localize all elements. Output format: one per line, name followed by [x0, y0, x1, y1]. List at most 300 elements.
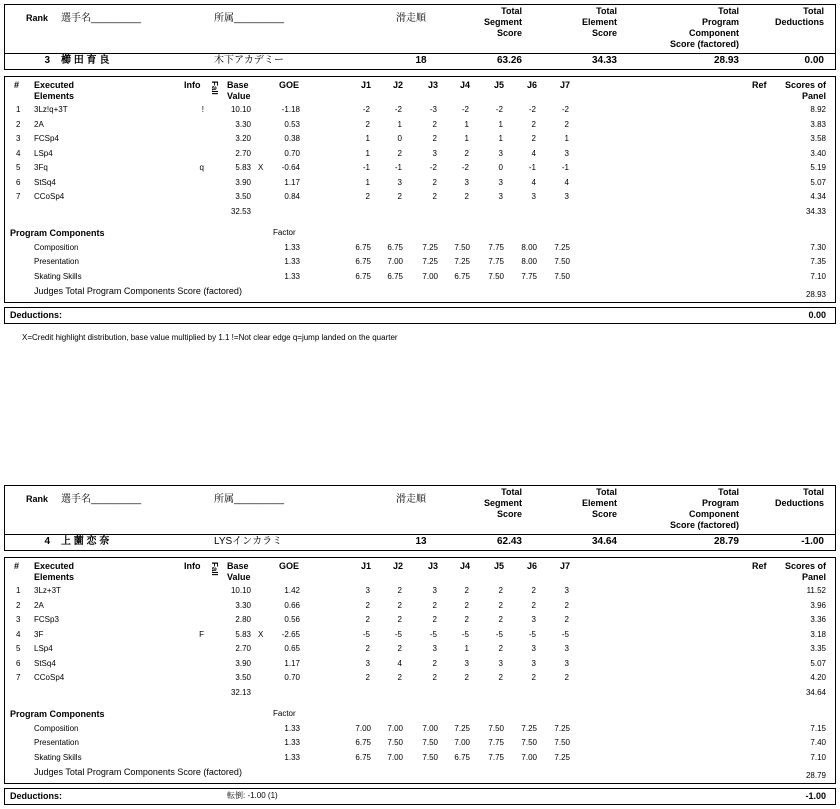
element-judge-score: 1 [365, 178, 370, 187]
element-panel-score: 4.20 [810, 673, 826, 682]
skater-order: 18 [415, 55, 427, 66]
col-info-header: Info [184, 80, 201, 90]
col-exec-header: Elements [34, 572, 75, 582]
element-judge-score: 2 [531, 120, 536, 129]
element-judge-score: 2 [365, 601, 370, 610]
col-base-header: Value [227, 572, 251, 582]
component-judge-score: 6.75 [355, 272, 371, 281]
factor-header: Factor [273, 709, 296, 718]
element-judge-score: 3 [432, 149, 437, 158]
element-base-value: 2.70 [235, 644, 251, 653]
element-goe: 0.56 [284, 615, 300, 624]
element-goe: 0.53 [284, 120, 300, 129]
component-judge-score: 7.00 [387, 753, 403, 762]
element-judge-score: 4 [564, 178, 569, 187]
element-info: ! [201, 105, 204, 114]
element-num: 1 [16, 105, 21, 114]
element-num: 7 [16, 192, 21, 201]
element-judge-score: 2 [464, 601, 469, 610]
col-judge-header: J1 [360, 561, 371, 571]
element-judge-score: 2 [432, 192, 437, 201]
program-components-title: Program Components [10, 228, 105, 238]
element-name: 3F [34, 630, 44, 639]
element-judge-score: 2 [432, 615, 437, 624]
element-name: 3Fq [34, 163, 48, 172]
element-judge-score: 1 [498, 120, 503, 129]
element-judge-score: 1 [365, 134, 370, 143]
element-judge-score: 1 [397, 120, 402, 129]
element-judge-score: 3 [498, 192, 503, 201]
col-ref-header: Ref [752, 80, 767, 90]
header-pcs-label: Total [718, 6, 739, 16]
skater-name: 櫛 田 育 良 [61, 55, 110, 66]
col-judge-header: J5 [493, 80, 504, 90]
col-judge-header: J7 [559, 561, 570, 571]
legend-note: X=Credit highlight distribution, base value multiplied by 1.1 !=Not clear edge q=jump landed on the quarter [22, 333, 398, 342]
col-goe-header: GOE [278, 561, 299, 571]
component-judge-score: 7.50 [488, 272, 504, 281]
col-base-header: Value [227, 91, 251, 101]
element-base-value: 3.50 [235, 673, 251, 682]
base-value-total: 32.13 [230, 688, 251, 697]
col-fall-header: Fall [210, 81, 219, 95]
element-base-value: 5.83 [235, 630, 251, 639]
element-name: CCoSp4 [34, 192, 65, 201]
element-goe: 1.17 [284, 178, 300, 187]
component-judge-score: 7.50 [554, 272, 570, 281]
base-value-total: 32.53 [230, 207, 251, 216]
component-judge-score: 6.75 [454, 272, 470, 281]
judges-total-score: 28.93 [805, 290, 826, 299]
component-factor: 1.33 [284, 243, 300, 252]
total-element-score: 34.64 [591, 536, 617, 547]
element-judge-score: -2 [394, 105, 402, 114]
element-judge-score: 3 [464, 659, 469, 668]
element-goe: -1.18 [281, 105, 300, 114]
component-judge-score: 6.75 [454, 753, 470, 762]
element-judge-score: 1 [464, 134, 469, 143]
component-name: Skating Skills [34, 753, 82, 762]
element-judge-score: 2 [464, 149, 469, 158]
element-panel-score: 5.07 [810, 659, 826, 668]
total-segment-score: 62.43 [496, 536, 522, 547]
col-judge-header: J7 [559, 80, 570, 90]
element-judge-score: -2 [362, 105, 370, 114]
skater-club: LYSインカラミ [214, 536, 283, 547]
component-judge-score: 6.75 [355, 738, 371, 747]
element-num: 1 [16, 586, 21, 595]
component-judge-score: 7.25 [554, 724, 570, 733]
element-panel-score: 5.07 [810, 178, 826, 187]
judges-total-score: 28.79 [805, 771, 826, 780]
skater-name: 上 薗 恋 奈 [61, 536, 110, 547]
element-judge-score: -5 [495, 630, 503, 639]
element-judge-score: 2 [432, 659, 437, 668]
header-pcs-label: Program [701, 17, 739, 27]
header-tss-label: Total [501, 6, 522, 16]
element-judge-score: 2 [397, 644, 402, 653]
component-judge-score: 7.50 [454, 243, 470, 252]
component-judge-score: 7.50 [554, 738, 570, 747]
component-name: Presentation [34, 738, 79, 747]
header-tes-label: Total [596, 487, 617, 497]
component-panel-score: 7.40 [810, 738, 826, 747]
element-judge-score: 2 [432, 673, 437, 682]
name-label: 選手名_________ [61, 494, 142, 505]
element-judge-score: 2 [365, 644, 370, 653]
element-judge-score: 2 [397, 149, 402, 158]
deductions-detail: 転倒: -1.00 (1) [227, 791, 278, 800]
component-judge-score: 8.00 [521, 257, 537, 266]
element-base-value: 2.70 [235, 149, 251, 158]
element-judge-score: 2 [498, 644, 503, 653]
deductions-total: 0.00 [808, 310, 826, 320]
component-judge-score: 7.50 [521, 738, 537, 747]
element-goe: 0.84 [284, 192, 300, 201]
header-pcs-label: Score (factored) [669, 39, 739, 49]
component-judge-score: 7.75 [488, 257, 504, 266]
element-goe: -2.65 [281, 630, 300, 639]
component-judge-score: 7.50 [554, 257, 570, 266]
component-judge-score: 6.75 [355, 243, 371, 252]
deductions-label: Deductions: [10, 791, 63, 801]
header-pcs-label: Total [718, 487, 739, 497]
element-judge-score: 2 [531, 586, 536, 595]
elements-score-total: 34.64 [805, 688, 826, 697]
component-judge-score: 7.25 [422, 243, 438, 252]
element-name: FCSp3 [34, 615, 59, 624]
component-panel-score: 7.10 [810, 272, 826, 281]
component-judge-score: 7.50 [387, 738, 403, 747]
element-judge-score: -2 [528, 105, 536, 114]
element-panel-score: 8.92 [810, 105, 826, 114]
component-name: Composition [34, 243, 79, 252]
element-judge-score: 2 [397, 586, 402, 595]
col-info-header: Info [184, 561, 201, 571]
element-num: 3 [16, 134, 21, 143]
component-factor: 1.33 [284, 738, 300, 747]
element-base-value: 10.10 [230, 105, 251, 114]
rank-label: Rank [26, 494, 49, 504]
factor-header: Factor [273, 228, 296, 237]
col-judge-header: J2 [392, 80, 403, 90]
component-judge-score: 7.00 [355, 724, 371, 733]
component-judge-score: 6.75 [355, 753, 371, 762]
element-num: 4 [16, 630, 21, 639]
element-name: LSp4 [34, 644, 53, 653]
program-components-title: Program Components [10, 709, 105, 719]
element-judge-score: 3 [564, 644, 569, 653]
header-pcs-label: Score (factored) [669, 520, 739, 530]
element-num: 6 [16, 178, 21, 187]
component-factor: 1.33 [284, 753, 300, 762]
element-judge-score: 1 [464, 644, 469, 653]
col-num-header: # [14, 80, 20, 90]
element-judge-score: 2 [365, 615, 370, 624]
col-base-header: Base [227, 80, 249, 90]
component-judge-score: 8.00 [521, 243, 537, 252]
element-judge-score: 3 [564, 586, 569, 595]
element-judge-score: -1 [528, 163, 536, 172]
col-judge-header: J3 [427, 561, 438, 571]
element-judge-score: 3 [531, 644, 536, 653]
header-tss-label: Segment [483, 498, 522, 508]
element-judge-score: 2 [365, 673, 370, 682]
total-element-score: 34.33 [591, 55, 617, 66]
component-judge-score: 7.00 [422, 272, 438, 281]
element-judge-score: 2 [464, 586, 469, 595]
element-base-value: 3.30 [235, 601, 251, 610]
col-exec-header: Executed [34, 561, 75, 571]
element-judge-score: 2 [564, 615, 569, 624]
element-judge-score: 2 [365, 120, 370, 129]
element-num: 6 [16, 659, 21, 668]
element-num: 5 [16, 644, 21, 653]
element-name: CCoSp4 [34, 673, 65, 682]
component-name: Presentation [34, 257, 79, 266]
header-ded-label: Deductions [774, 17, 824, 27]
element-judge-score: 2 [397, 601, 402, 610]
element-judge-score: 2 [464, 192, 469, 201]
element-base-value: 3.20 [235, 134, 251, 143]
component-judge-score: 7.25 [554, 243, 570, 252]
component-judge-score: 7.00 [422, 724, 438, 733]
element-judge-score: -1 [394, 163, 402, 172]
element-goe: 1.42 [284, 586, 300, 595]
total-component-score: 28.79 [713, 536, 739, 547]
component-judge-score: 7.25 [454, 257, 470, 266]
header-tes-label: Score [591, 28, 617, 38]
component-judge-score: 6.75 [355, 257, 371, 266]
component-judge-score: 7.00 [454, 738, 470, 747]
element-name: 3Lz+3T [34, 586, 61, 595]
header-tss-label: Score [496, 509, 522, 519]
element-judge-score: 2 [432, 134, 437, 143]
element-name: 2A [34, 120, 44, 129]
element-judge-score: 2 [432, 120, 437, 129]
element-judge-score: 3 [498, 149, 503, 158]
component-factor: 1.33 [284, 257, 300, 266]
component-panel-score: 7.30 [810, 243, 826, 252]
header-tss-label: Score [496, 28, 522, 38]
skater-rank: 4 [44, 536, 50, 547]
element-judge-score: 2 [365, 192, 370, 201]
element-judge-score: -2 [561, 105, 569, 114]
element-judge-score: 3 [498, 178, 503, 187]
header-pcs-label: Component [689, 28, 739, 38]
total-deductions: -1.00 [801, 536, 824, 547]
element-judge-score: 2 [498, 673, 503, 682]
component-judge-score: 6.75 [387, 272, 403, 281]
element-goe: -0.64 [281, 163, 300, 172]
col-judge-header: J2 [392, 561, 403, 571]
element-name: 3Lz!q+3T [34, 105, 68, 114]
element-x-flag: X [258, 163, 264, 172]
col-scores-header: Panel [801, 91, 826, 101]
col-judge-header: J3 [427, 80, 438, 90]
element-judge-score: 3 [531, 192, 536, 201]
skater-club: 木下アカデミー [214, 55, 284, 66]
element-judge-score: 2 [432, 178, 437, 187]
component-judge-score: 7.75 [488, 243, 504, 252]
element-judge-score: 4 [397, 659, 402, 668]
element-goe: 1.17 [284, 659, 300, 668]
header-tes-label: Total [596, 6, 617, 16]
element-name: StSq4 [34, 178, 56, 187]
component-judge-score: 7.75 [488, 738, 504, 747]
component-judge-score: 7.50 [422, 738, 438, 747]
component-judge-score: 7.00 [387, 257, 403, 266]
element-judge-score: 3 [432, 644, 437, 653]
element-judge-score: -5 [362, 630, 370, 639]
col-exec-header: Executed [34, 80, 75, 90]
element-judge-score: 0 [397, 134, 402, 143]
col-scores-header: Scores of [784, 561, 826, 571]
element-base-value: 3.50 [235, 192, 251, 201]
component-name: Composition [34, 724, 79, 733]
element-judge-score: 2 [531, 673, 536, 682]
component-judge-score: 7.00 [521, 753, 537, 762]
element-judge-score: 4 [531, 149, 536, 158]
header-ded-label: Total [803, 487, 824, 497]
element-x-flag: X [258, 630, 264, 639]
element-name: StSq4 [34, 659, 56, 668]
header-ded-label: Total [803, 6, 824, 16]
element-panel-score: 4.34 [810, 192, 826, 201]
element-base-value: 10.10 [230, 586, 251, 595]
element-panel-score: 3.35 [810, 644, 826, 653]
element-judge-score: -5 [461, 630, 469, 639]
header-ded-label: Deductions [774, 498, 824, 508]
element-name: 2A [34, 601, 44, 610]
element-panel-score: 3.83 [810, 120, 826, 129]
deductions-box [4, 307, 836, 324]
element-judge-score: 4 [531, 178, 536, 187]
element-goe: 0.66 [284, 601, 300, 610]
col-goe-header: GOE [278, 80, 299, 90]
element-panel-score: 3.36 [810, 615, 826, 624]
element-judge-score: 1 [464, 120, 469, 129]
total-deductions: 0.00 [804, 55, 824, 66]
element-judge-score: 3 [432, 586, 437, 595]
element-base-value: 3.30 [235, 120, 251, 129]
header-pcs-label: Component [689, 509, 739, 519]
col-judge-header: J5 [493, 561, 504, 571]
order-label: 滑走順 [396, 494, 426, 505]
element-judge-score: 0 [498, 163, 503, 172]
skater-rank: 3 [44, 55, 50, 66]
element-judge-score: 3 [464, 178, 469, 187]
header-tss-label: Total [501, 487, 522, 497]
component-judge-score: 7.75 [521, 272, 537, 281]
element-judge-score: -5 [394, 630, 402, 639]
element-name: LSp4 [34, 149, 53, 158]
element-judge-score: 3 [531, 615, 536, 624]
element-panel-score: 3.40 [810, 149, 826, 158]
element-judge-score: -2 [429, 163, 437, 172]
component-judge-score: 7.25 [454, 724, 470, 733]
element-goe: 0.70 [284, 149, 300, 158]
col-exec-header: Elements [34, 91, 75, 101]
component-judge-score: 7.75 [488, 753, 504, 762]
rank-label: Rank [26, 13, 49, 23]
header-pcs-label: Program [701, 498, 739, 508]
element-num: 3 [16, 615, 21, 624]
element-goe: 0.38 [284, 134, 300, 143]
club-label: 所属_________ [214, 13, 285, 24]
elements-score-total: 34.33 [805, 207, 826, 216]
element-judge-score: -2 [495, 105, 503, 114]
element-judge-score: 2 [464, 673, 469, 682]
element-judge-score: -2 [461, 163, 469, 172]
element-judge-score: 2 [564, 601, 569, 610]
element-judge-score: 3 [564, 149, 569, 158]
component-name: Skating Skills [34, 272, 82, 281]
element-num: 5 [16, 163, 21, 172]
element-judge-score: 2 [432, 601, 437, 610]
element-info: q [199, 163, 204, 172]
col-base-header: Base [227, 561, 249, 571]
element-panel-score: 5.19 [810, 163, 826, 172]
element-panel-score: 3.58 [810, 134, 826, 143]
element-base-value: 2.80 [235, 615, 251, 624]
component-panel-score: 7.35 [810, 257, 826, 266]
element-judge-score: 2 [498, 615, 503, 624]
element-num: 2 [16, 601, 21, 610]
element-judge-score: 2 [531, 134, 536, 143]
total-segment-score: 63.26 [496, 55, 522, 66]
element-judge-score: 3 [498, 659, 503, 668]
header-tes-label: Element [581, 17, 617, 27]
element-judge-score: 3 [365, 659, 370, 668]
skater-order: 13 [415, 536, 427, 547]
judges-total-label: Judges Total Program Components Score (factored) [34, 286, 242, 296]
name-label: 選手名_________ [61, 13, 142, 24]
element-judge-score: -1 [362, 163, 370, 172]
element-judge-score: 3 [564, 192, 569, 201]
element-judge-score: 1 [564, 134, 569, 143]
elements-table [4, 76, 836, 303]
deductions-label: Deductions: [10, 310, 63, 320]
header-tes-label: Element [581, 498, 617, 508]
component-judge-score: 7.25 [422, 257, 438, 266]
component-judge-score: 7.25 [521, 724, 537, 733]
col-judge-header: J4 [459, 80, 470, 90]
element-num: 2 [16, 120, 21, 129]
element-judge-score: 2 [564, 120, 569, 129]
header-divider [4, 534, 836, 535]
element-judge-score: 3 [564, 659, 569, 668]
element-name: FCSp4 [34, 134, 59, 143]
col-fall-header: Fall [210, 562, 219, 576]
component-panel-score: 7.15 [810, 724, 826, 733]
element-base-value: 3.90 [235, 659, 251, 668]
element-judge-score: 2 [498, 586, 503, 595]
order-label: 滑走順 [396, 13, 426, 24]
element-judge-score: 1 [365, 149, 370, 158]
element-judge-score: 2 [397, 615, 402, 624]
element-judge-score: 3 [365, 586, 370, 595]
col-judge-header: J1 [360, 80, 371, 90]
element-panel-score: 11.52 [806, 586, 826, 595]
element-num: 4 [16, 149, 21, 158]
col-scores-header: Panel [801, 572, 826, 582]
header-divider [4, 53, 836, 54]
elements-table [4, 557, 836, 784]
deductions-total: -1.00 [805, 791, 826, 801]
component-judge-score: 7.50 [422, 753, 438, 762]
component-judge-score: 7.25 [554, 753, 570, 762]
